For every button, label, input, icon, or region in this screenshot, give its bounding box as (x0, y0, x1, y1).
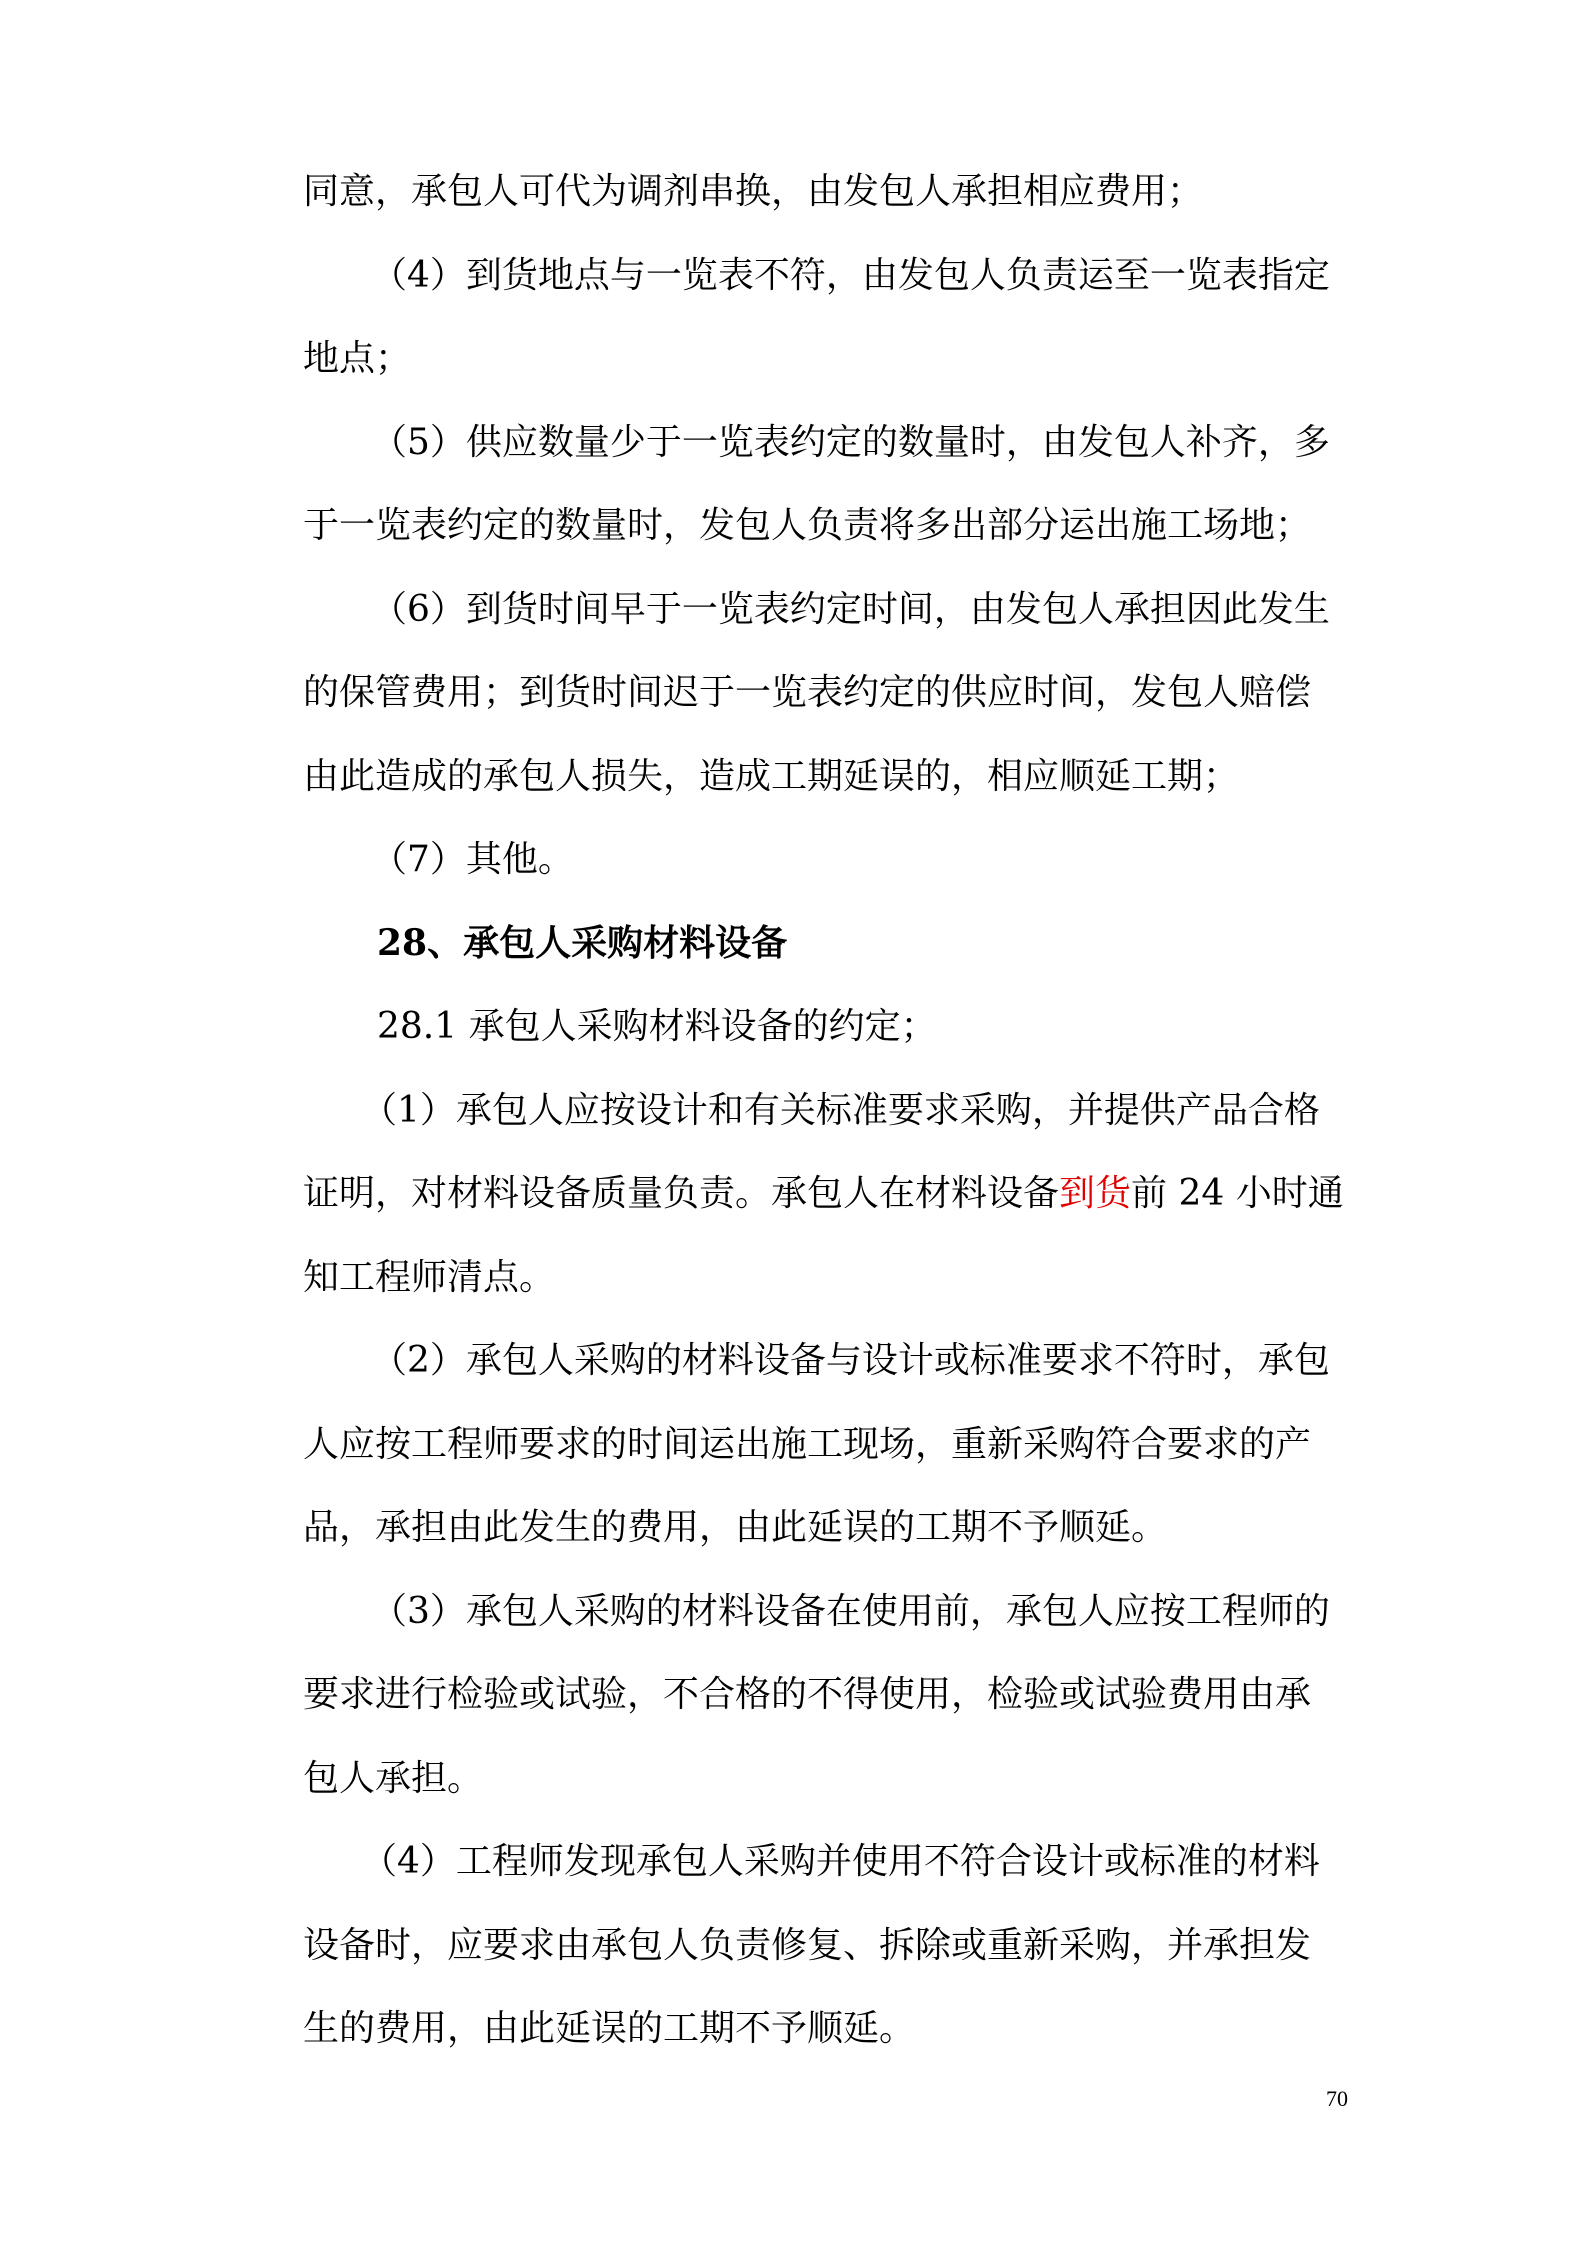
paragraph-line: （7）其他。 (371, 839, 574, 880)
paragraph-line: 生的费用，由此延误的工期不予顺延。 (303, 2008, 916, 2049)
line-prefix: 证明，对材料设备质量负责。承包人在材料设备 (303, 1173, 1060, 1214)
paragraph-line: （1）承包人应按设计和有关标准要求采购，并提供产品合格 (361, 1089, 1320, 1131)
paragraph-line: （6）到货时间早于一览表约定时间，由发包人承担因此发生 (371, 588, 1330, 630)
paragraph-line: （4）到货地点与一览表不符，由发包人负责运至一览表指定 (371, 254, 1330, 296)
paragraph-line: 的保管费用；到货时间迟于一览表约定的供应时间，发包人赔偿 (303, 672, 1312, 713)
paragraph-line: 知工程师清点。 (303, 1256, 556, 1298)
paragraph-line (303, 1152, 1355, 1236)
section-heading: 28、承包人采购材料设备 (377, 921, 788, 964)
paragraph-line: （3）承包人采购的材料设备在使用前，承包人应按工程师的 (371, 1590, 1330, 1632)
paragraph-line: 于一览表约定的数量时，发包人负责将多出部分运出施工场地； (303, 505, 1312, 546)
page-number: 70 (1326, 2086, 1348, 2111)
body-text (303, 150, 1355, 2071)
paragraph-line: （2）承包人采购的材料设备与设计或标准要求不符时，承包 (371, 1340, 1330, 1381)
paragraph-line: （5）供应数量少于一览表约定的数量时，由发包人补齐，多 (371, 421, 1330, 463)
subsection-heading: 28.1 承包人采购材料设备的约定； (377, 1006, 937, 1047)
paragraph-line: 地点； (303, 338, 412, 379)
highlighted-text: 到货 (1059, 1173, 1132, 1214)
paragraph-line: 设备时，应要求由承包人负责修复、拆除或重新采购，并承担发 (303, 1924, 1312, 1966)
paragraph-line: 同意，承包人可代为调剂串换，由发包人承担相应费用； (303, 171, 1204, 212)
paragraph-line: 要求进行检验或试验，不合格的不得使用，检验或试验费用由承 (303, 1674, 1312, 1715)
paragraph-line: 品，承担由此发生的费用，由此延误的工期不予顺延。 (303, 1507, 1168, 1548)
paragraph-line: （4）工程师发现承包人采购并使用不符合设计或标准的材料 (361, 1841, 1320, 1882)
paragraph-line: 包人承担。 (303, 1757, 484, 1799)
paragraph-line: 由此造成的承包人损失，造成工期延误的，相应顺延工期； (303, 755, 1240, 797)
paragraph-line: 人应按工程师要求的时间运出施工现场，重新采购符合要求的产 (303, 1423, 1312, 1465)
line-suffix: 前 24 小时通 (1131, 1173, 1344, 1214)
